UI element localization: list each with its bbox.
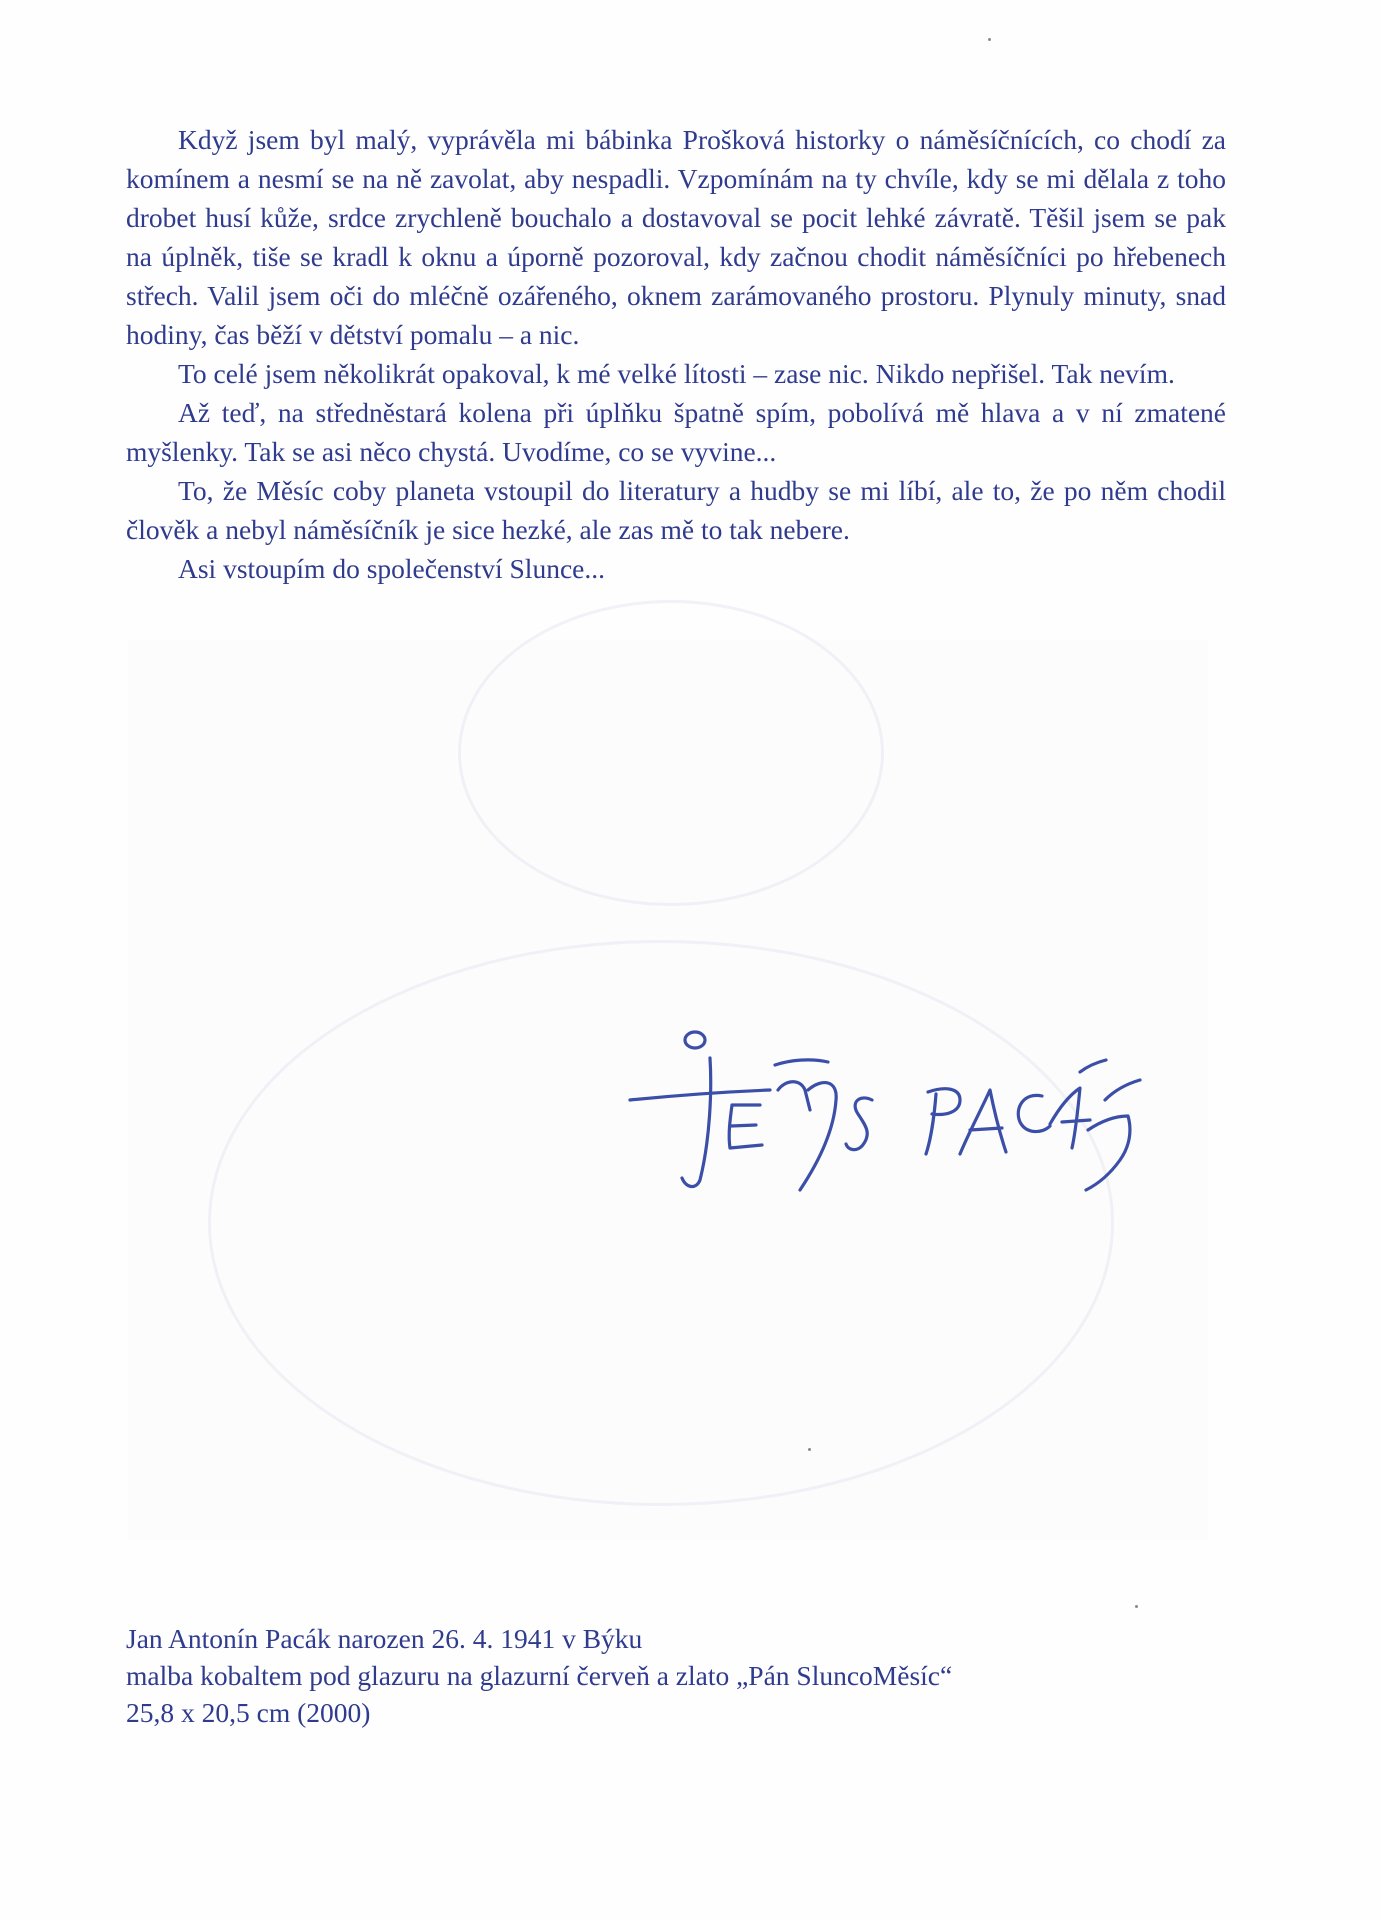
signature-drawing — [610, 1030, 1170, 1200]
paragraph: To, že Měsíc coby planeta vstoupil do literatury a hudby se mi líbí, ale to, že po něm chodil člověk a nebyl náměsíčník je sice hezké, ale zas mě to tak nebere. — [126, 475, 1226, 545]
handwritten-signature — [610, 1030, 1170, 1200]
paper-speck — [988, 38, 991, 41]
paragraph: Až teď, na středněstará kolena při úplňku špatně spím, pobolívá mě hlava a v ní zmatené myšlenky. Tak se asi něco chystá. Uvodíme, co se vyvine... — [126, 397, 1226, 467]
paper-speck — [1135, 1605, 1138, 1608]
faint-illustration-arc — [458, 600, 884, 906]
paper-speck — [808, 1448, 811, 1451]
faint-illustration-arc — [208, 940, 1114, 1506]
paragraph: Asi vstoupím do společenství Slunce... — [178, 553, 605, 584]
caption-dimensions-line: 25,8 x 20,5 cm (2000) — [126, 1697, 371, 1728]
caption-author-line: Jan Antonín Pacák narozen 26. 4. 1941 v Býku — [126, 1623, 643, 1654]
paragraph: Když jsem byl malý, vyprávěla mi bábinka Prošková historky o náměsíčnících, co chodí za komínem a nesmí se na ně zavolat, aby nespadli. Vzpomínám na ty chvíle, kdy se mi dělala z toho drobet husí kůže, srdce zrychleně bouchalo a dostavoval se pocit lehké závratě. Těšil jsem se pak na úplněk, tiše se kradl k oknu a úporně pozoroval, kdy začnou chodit náměsíčníci po hřebenech střech. Valil jsem oči do mléčně ozářeného, oknem zarámovaného prostoru. Plynuly minuty, snad hodiny, čas běží v dětství pomalu – a nic. — [126, 124, 1226, 350]
caption-technique-line: malba kobaltem pod glazuru na glazurní červeň a zlato „Pán SluncoMěsíc“ — [126, 1660, 953, 1691]
paragraph: To celé jsem několikrát opakoval, k mé velké lítosti – zase nic. Nikdo nepřišel. Tak nevím. — [178, 358, 1175, 389]
artwork-caption — [126, 1620, 1126, 1731]
body-text — [126, 120, 1226, 588]
